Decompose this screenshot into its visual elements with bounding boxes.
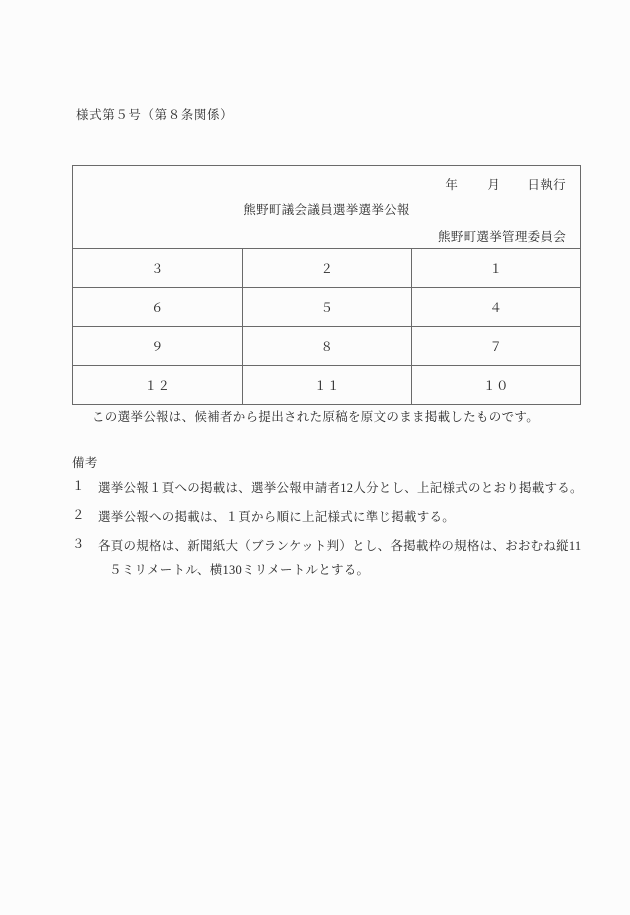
remark-body [98, 505, 592, 529]
remark-number: ３ [72, 537, 85, 551]
issuing-committee: 熊野町選挙管理委員会 [438, 230, 567, 244]
election-bulletin-table [72, 165, 581, 405]
list-item [72, 534, 592, 582]
slot-cell: ７ [412, 327, 581, 366]
remark-number: ２ [72, 508, 85, 522]
remark-line: 選挙公報への掲載は、１頁から順に上記様式に準じ掲載する。 [98, 510, 456, 524]
slot-cell: ５ [243, 288, 412, 327]
remark-number: １ [72, 479, 85, 493]
table-row [73, 249, 581, 288]
remarks-heading: 備考 [72, 456, 98, 470]
remark-line: ５ミリメートル、横130ミリメートルとする。 [109, 563, 370, 577]
table-header-row [73, 166, 581, 249]
slot-cell: １２ [73, 366, 243, 405]
form-number-heading: 様式第５号（第８条関係） [76, 108, 234, 122]
remark-body [98, 534, 592, 582]
list-item [72, 505, 592, 529]
day-execution-label: 日執行 [527, 178, 567, 192]
remark-body [98, 476, 592, 500]
table-note: この選挙公報は、候補者から提出された原稿を原文のまま掲載したものです。 [92, 410, 540, 424]
table-header-cell [73, 166, 581, 249]
month-label: 月 [487, 178, 501, 192]
slot-cell: ８ [243, 327, 412, 366]
slot-cell: ９ [73, 327, 243, 366]
remark-line: 各頁の規格は、新聞紙大（ブランケット判）とし、各掲載枠の規格は、おおむね縦11 [98, 539, 582, 553]
bulletin-title: 熊野町議会議員選挙選挙公報 [243, 203, 410, 217]
table-row [73, 327, 581, 366]
slot-cell: １ [412, 249, 581, 288]
slot-cell: １１ [243, 366, 412, 405]
execution-date-line [87, 175, 566, 193]
slot-cell: ３ [73, 249, 243, 288]
slot-cell: ２ [243, 249, 412, 288]
slot-cell: ４ [412, 288, 581, 327]
list-item [72, 476, 592, 500]
remark-line: 選挙公報１頁への掲載は、選挙公報申請者12人分とし、上記様式のとおり掲載する。 [98, 481, 583, 495]
table-row [73, 366, 581, 405]
slot-cell: １０ [412, 366, 581, 405]
remarks-list [72, 476, 592, 587]
year-label: 年 [445, 178, 459, 192]
table-row [73, 288, 581, 327]
slot-cell: ６ [73, 288, 243, 327]
